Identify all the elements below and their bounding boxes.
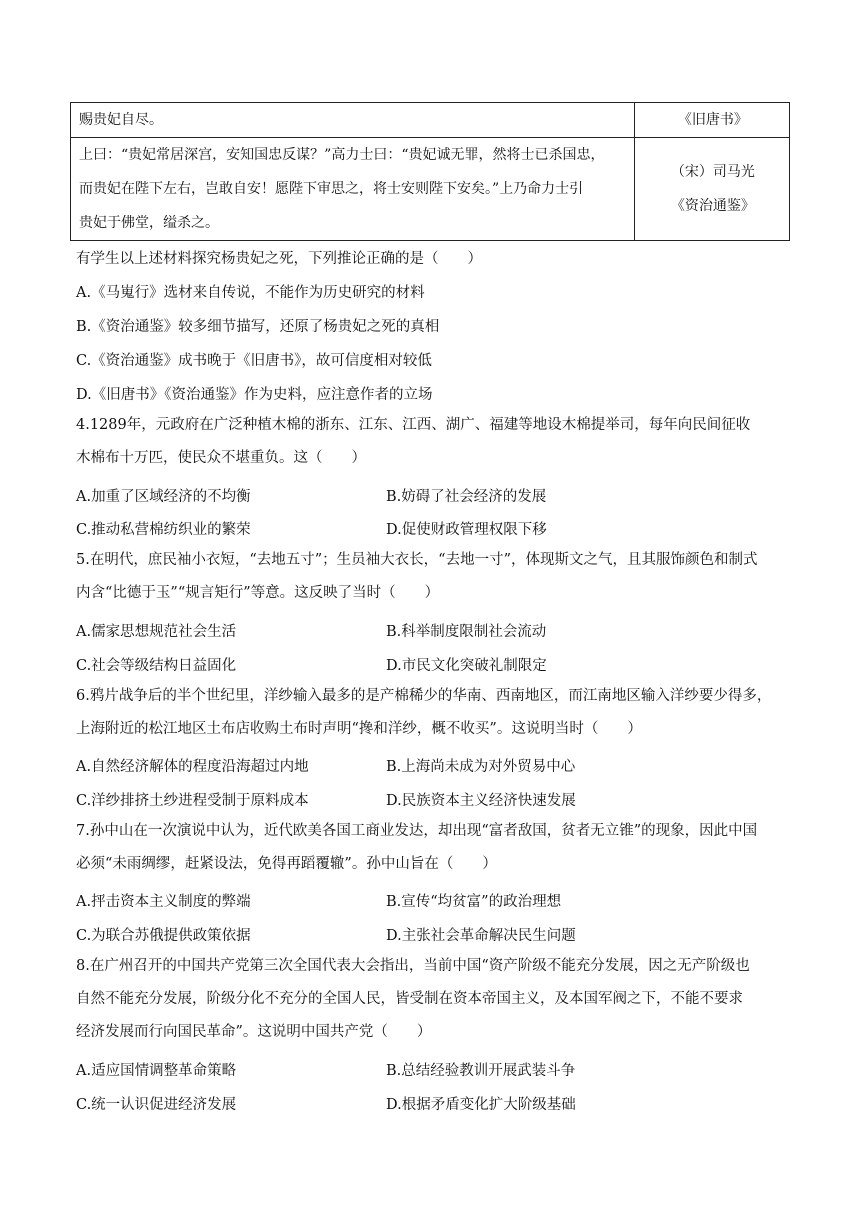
table-cell-text (71, 138, 635, 241)
table-text-line: 贵妃于佛堂，缢杀之。 (79, 215, 219, 231)
question-4-stem-line: 4.1289年，元政府在广泛种植木棉的浙东、江东、江西、湖广、福建等地设木棉提举司，每年向民间征收 (76, 417, 751, 433)
question-5-stem-line: 内含“比德于玉”“规言矩行”等意。这反映了当时（ ） (76, 585, 440, 601)
question-6-stem (76, 680, 788, 746)
question-3-option-d[interactable]: D.《旧唐书》《资治通鉴》作为史料，应注意作者的立场 (76, 387, 433, 403)
question-8-stem-line: 8.在广州召开的中国共产党第三次全国代表大会指出，当前中国“资产阶级不能充分发展，因之无产阶级也 (76, 958, 750, 974)
question-6-option-d[interactable]: D.民族资本主义经济快速发展 (386, 793, 576, 809)
question-7-stem (76, 815, 788, 881)
question-8-option-a[interactable]: A.适应国情调整革命策略 (76, 1063, 237, 1079)
question-8-option-c[interactable]: C.统一认识促进经济发展 (76, 1097, 237, 1113)
table-cell-source (634, 138, 789, 241)
question-8-stem (76, 950, 788, 1049)
source-title: 《资治通鉴》 (670, 198, 755, 214)
question-8-stem-line: 经济发展而行向国民革命”。这说明中国共产党（ ） (76, 1024, 432, 1040)
table-text-line: 上曰：“贵妃常居深宫，安知国忠反谋？”高力士曰：“贵妃诚无罪，然将士已杀国忠， (79, 147, 605, 163)
question-3-stem: 有学生以上述材料探究杨贵妃之死，下列推论正确的是（ ） (76, 251, 482, 267)
question-3-option-a[interactable]: A.《马嵬行》选材来自传说，不能作为历史研究的材料 (76, 285, 425, 301)
question-5-stem (76, 544, 788, 610)
question-3-option-c[interactable]: C.《资治通鉴》成书晚于《旧唐书》，故可信度相对较低 (76, 353, 432, 369)
table-cell-text: 赐贵妃自尽。 (71, 103, 635, 138)
question-5-option-c[interactable]: C.社会等级结构日益固化 (76, 658, 237, 674)
table-text-line: 而贵妃在陛下左右，岂敢自安！愿陛下审思之，将士安则陛下安矣。”上乃命力士引 (79, 181, 584, 197)
question-4-stem-line: 木棉布十万匹，使民众不堪重负。这（ ） (76, 450, 366, 466)
question-8-stem-line: 自然不能充分发展，阶级分化不充分的全国人民，皆受制在资本帝国主义，及本国军阀之下，不能不要求 (76, 991, 743, 1007)
source-author: （宋）司马光 (670, 164, 755, 180)
question-4-option-a[interactable]: A.加重了区域经济的不均衡 (76, 489, 251, 505)
question-5-option-b[interactable]: B.科举制度限制社会流动 (386, 624, 547, 640)
question-4-option-d[interactable]: D.促使财政管理权限下移 (386, 522, 547, 538)
question-7-stem-line: 7.孙中山在一次演说中认为，近代欧美各国工商业发达，却出现“富者敌国，贫者无立锥”的现象，因此中国 (76, 823, 758, 839)
question-6-option-a[interactable]: A.自然经济解体的程度沿海超过内地 (76, 759, 309, 775)
question-5-stem-line: 5.在明代，庶民袖小衣短，“去地五寸”；生员袖大衣长，“去地一寸”，体现斯文之气，且其服饰颜色和制式 (76, 552, 758, 568)
question-3-option-b[interactable]: B.《资治通鉴》较多细节描写，还原了杨贵妃之死的真相 (76, 319, 440, 335)
question-7-option-a[interactable]: A.抨击资本主义制度的弊端 (76, 894, 251, 910)
table-row (71, 103, 790, 138)
question-4-option-b[interactable]: B.妨碍了社会经济的发展 (386, 489, 547, 505)
question-6-option-c[interactable]: C.洋纱排挤土纱进程受制于原料成本 (76, 793, 309, 809)
question-6-stem-line: 6.鸦片战争后的半个世纪里，洋纱输入最多的是产棉稀少的华南、西南地区，而江南地区输入洋纱要少得多， (76, 688, 772, 704)
question-7-option-b[interactable]: B.宣传“均贫富”的政治理想 (386, 894, 562, 910)
question-6-option-b[interactable]: B.上海尚未成为对外贸易中心 (386, 759, 576, 775)
question-5-option-d[interactable]: D.市民文化突破礼制限定 (386, 658, 547, 674)
question-4-stem (76, 409, 788, 475)
question-5-option-a[interactable]: A.儒家思想规范社会生活 (76, 624, 237, 640)
question-8-option-b[interactable]: B.总结经验教训开展武装斗争 (386, 1063, 576, 1079)
question-8-option-d[interactable]: D.根据矛盾变化扩大阶级基础 (386, 1097, 576, 1113)
question-6-stem-line: 上海附近的松江地区土布店收购土布时声明“搀和洋纱，概不收买”。这说明当时（ ） (76, 721, 642, 737)
source-table (70, 102, 790, 241)
table-row (71, 138, 790, 241)
question-7-stem-line: 必须“未雨绸缪，赶紧设法，免得再蹈覆辙”。孙中山旨在（ ） (76, 856, 497, 872)
table-cell-source: 《旧唐书》 (634, 103, 789, 138)
question-4-option-c[interactable]: C.推动私营棉纺织业的繁荣 (76, 522, 251, 538)
question-7-option-c[interactable]: C.为联合苏俄提供政策依据 (76, 928, 251, 944)
question-7-option-d[interactable]: D.主张社会革命解决民生问题 (386, 928, 576, 944)
